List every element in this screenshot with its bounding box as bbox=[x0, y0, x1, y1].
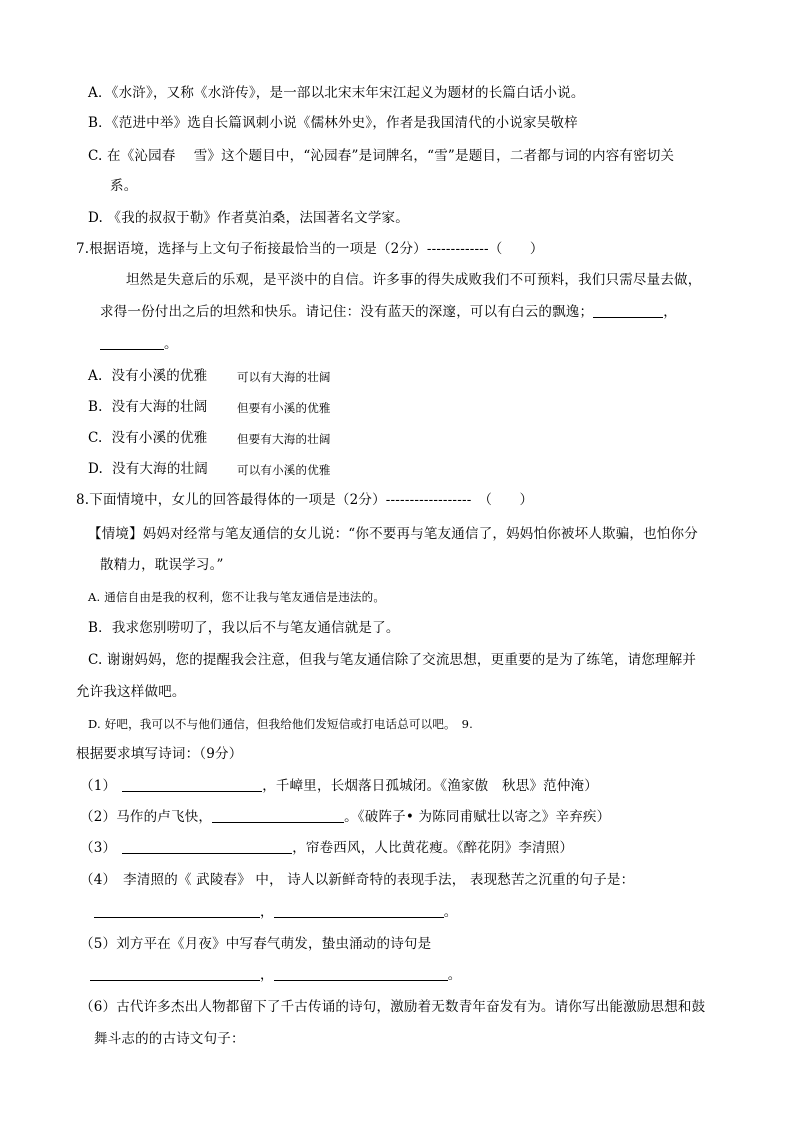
q7-option-b-second: 但要有小溪的优雅 bbox=[237, 401, 331, 415]
q9-item-4-blank-1[interactable] bbox=[94, 903, 260, 918]
q9-item-4-blank-2[interactable] bbox=[274, 903, 444, 918]
q9-item-1 bbox=[80, 777, 598, 795]
q7-passage-line3-end: 。 bbox=[164, 336, 178, 352]
q9-item-3-blank[interactable] bbox=[122, 839, 292, 854]
q7-option-a-second: 可以有大海的壮阔 bbox=[237, 370, 331, 384]
q6-option-b: B．《范进中举》选自长篇讽刺小说《儒林外史》，作者是我国清代的小说家吴敬梓 bbox=[88, 115, 578, 131]
q9-item-4-comma: ， bbox=[260, 904, 274, 920]
q8-situation-line1: 【情境】妈妈对经常与笔友通信的女儿说：“你不要再与笔友通信了，妈妈怕你被坏人欺骗，也怕你分 bbox=[88, 526, 698, 542]
q7-option-c-second: 但要有大海的壮阔 bbox=[237, 432, 331, 446]
q8-option-b: B．我求您别唠叨了，我以后不与笔友通信就是了。 bbox=[88, 620, 400, 636]
q9-item-2-blank[interactable] bbox=[212, 808, 344, 823]
q9-item-3 bbox=[80, 839, 573, 857]
q7-option-a bbox=[88, 367, 331, 385]
q7-option-c-first: 没有小溪的优雅 bbox=[111, 430, 208, 446]
q7-option-d-label: D. bbox=[88, 461, 104, 477]
q9-item-1-blank[interactable] bbox=[122, 777, 262, 792]
q9-item-5-end: 。 bbox=[447, 967, 462, 983]
q9-item-5-blank-2[interactable] bbox=[274, 966, 448, 981]
q6-option-c-line2: 系。 bbox=[110, 178, 138, 194]
q9-item-4-line1: （4） 李清照的《 武陵春》 中， 诗人以新鲜奇特的表现手法， 表现愁苦之沉重的句子是： bbox=[80, 872, 635, 888]
q6-option-a: A．《水浒》，又称《水浒传》，是一部以北宋末年宋江起义为题材的长篇白话小说。 bbox=[88, 85, 585, 101]
q9-item-6-line2: 舞斗志的的古诗文句子： bbox=[94, 1031, 245, 1047]
q8-option-d: D. 好吧，我可以不与他们通信，但我给他们发短信或打电话总可以吧。 9. bbox=[88, 717, 474, 731]
q9-item-5-blank-1[interactable] bbox=[90, 966, 260, 981]
q8-option-a: A. 通信自由是我的权利，您不让我与笔友通信是违法的。 bbox=[88, 590, 386, 604]
q6-option-c-line1: C. 在《沁园春 雪》这个题目中，“沁园春”是词牌名，“雪”是题目，二者都与词的内容有密切关 bbox=[88, 148, 675, 164]
q8-option-c-line2: 允许我这样做吧。 bbox=[76, 684, 186, 700]
q8-option-c-line1: C. 谢谢妈妈，您的提醒我会注意，但我与笔友通信除了交流思想，更重要的是为了练笔，请您理解并 bbox=[88, 652, 697, 668]
q9-item-4-answer-line bbox=[94, 903, 457, 921]
q7-option-a-label: A. bbox=[88, 368, 103, 384]
q7-option-d bbox=[88, 460, 331, 478]
q7-option-b bbox=[88, 398, 331, 416]
q6-option-d: D. 《我的叔叔于勒》作者莫泊桑，法国著名文学家。 bbox=[88, 210, 409, 226]
q7-passage-line2 bbox=[100, 303, 677, 321]
q7-option-c bbox=[88, 429, 331, 447]
q7-stem: 7.根据语境，选择与上文句子衔接最恰当的一项是（2分）-------------（ ） bbox=[76, 241, 544, 257]
q7-option-b-label: B. bbox=[88, 399, 103, 415]
q9-stem: 根据要求填写诗词：（9分） bbox=[76, 746, 243, 762]
q9-item-6-line1: （6）古代许多杰出人物都留下了千古传诵的诗句，激励着无数青年奋发有为。请你写出能激励思想和鼓 bbox=[80, 999, 706, 1015]
q7-passage-line1: 坦然是失意后的乐观，是平淡中的自信。许多事的得失成败我们不可预料，我们只需尽量去做， bbox=[126, 272, 702, 288]
q9-item-2-text-post: 。《破阵子• 为陈同甫赋壮以寄之》辛弃疾） bbox=[344, 809, 611, 825]
q7-option-d-first: 没有大海的壮阔 bbox=[112, 461, 208, 477]
q7-passage-line2-text: 求得一份付出之后的坦然和快乐。请记住：没有蓝天的深邃，可以有白云的飘逸； bbox=[100, 304, 594, 320]
q9-item-2 bbox=[80, 808, 610, 826]
q9-item-5-answer-line bbox=[90, 966, 461, 984]
q7-answer-blank-2[interactable] bbox=[100, 335, 164, 350]
q9-item-3-text: ，帘卷西风，人比黄花瘦。《醉花阴》李清照） bbox=[292, 840, 574, 856]
q9-item-2-text-pre: （2）马作的卢飞快， bbox=[80, 809, 213, 825]
q9-item-1-number: （1） bbox=[80, 778, 117, 794]
q9-item-5-comma: ， bbox=[260, 967, 274, 983]
q8-situation-line2: 散精力，耽误学习。” bbox=[100, 557, 224, 573]
q7-option-c-label: C. bbox=[88, 430, 103, 446]
q7-passage-line2-comma: ， bbox=[663, 304, 677, 320]
q7-passage-line3 bbox=[100, 335, 178, 353]
q7-option-b-first: 没有大海的壮阔 bbox=[111, 399, 208, 415]
q9-item-4-end: 。 bbox=[443, 904, 458, 920]
q9-item-5-line1: （5）刘方平在《月夜》中写春气萌发，蛰虫涌动的诗句是 bbox=[80, 936, 432, 952]
q7-answer-blank-1[interactable] bbox=[593, 303, 663, 318]
q8-stem: 8.下面情境中，女儿的回答最得体的一项是（2分）------------------ （ ） bbox=[76, 492, 534, 508]
q9-item-3-number: （3） bbox=[80, 840, 117, 856]
q9-item-1-text: ，千嶂里，长烟落日孤城闭。《渔家傲 秋思》范仲淹） bbox=[262, 778, 598, 794]
q7-option-d-second: 可以有小溪的优雅 bbox=[237, 463, 331, 477]
q7-option-a-first: 没有小溪的优雅 bbox=[111, 368, 208, 384]
